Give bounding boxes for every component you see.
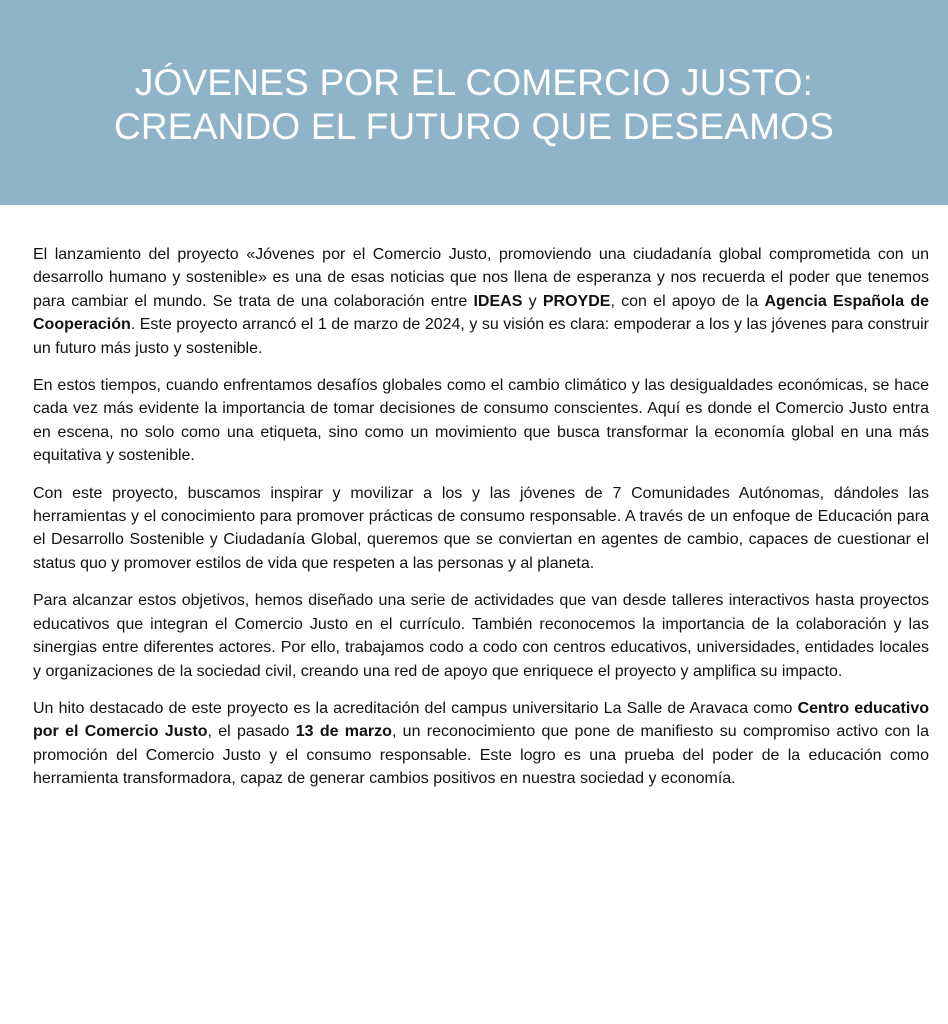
- centro-educativo-label: Centro educativo por el Comercio Justo: [33, 699, 929, 741]
- org-agencia: Agencia Española de Cooperación: [33, 292, 930, 334]
- page-title-line-1: JÓVENES POR EL COMERCIO JUSTO:: [134, 61, 814, 103]
- paragraph-text: . Este proyecto arrancó el 1 de marzo de 2024, y su visión es clara: empoderar a los y las jóvenes para construir un futuro más justo y sostenible.: [33, 316, 929, 357]
- paragraph-text: , el pasado: [207, 723, 296, 741]
- page-title: [114, 57, 834, 149]
- paragraph-text: y: [522, 292, 543, 310]
- paragraph-text: , un reconocimiento que pone de manifiesto su compromiso activo con la promoción del Comercio Justo y el consumo responsable. Este logro es una prueba del poder de la educación como herramienta transformadora, capaz de generar cambios positivos en nuestra sociedad y economía.: [33, 723, 929, 788]
- date-highlight: 13 de marzo: [295, 723, 392, 741]
- org-proyde: PROYDE: [542, 292, 611, 310]
- page-title-line-2: CREANDO EL FUTURO QUE DESEAMOS: [113, 105, 835, 147]
- paragraph-activities: Para alcanzar estos objetivos, hemos diseñado una serie de actividades que van desde talleres interactivos hasta proyectos educativos que integran el Comercio Justo en el currículo. También reconocemos la importancia de la colaboración y las sinergias entre diferentes actores. Por ello, trabajamos codo a codo con centros educativos, universidades, entidades locales y organizaciones de la sociedad civil, creando una red de apoyo que enriquece el proyecto y amplifica su impacto.: [33, 592, 929, 680]
- org-ideas: IDEAS: [473, 292, 523, 310]
- paragraph-goals: Con este proyecto, buscamos inspirar y movilizar a los y las jóvenes de 7 Comunidades Autónomas, dándoles las herramientas y el conocimiento para promover prácticas de consumo responsable. A través de un enfoque de Educación para el Desarrollo Sostenible y Ciudadanía Global, queremos que se conviertan en agentes de cambio, capaces de cuestionar el status quo y promover estilos de vida que respeten a las personas y al planeta.: [33, 484, 929, 572]
- paragraph-milestone: [33, 697, 929, 791]
- paragraph-text: Un hito destacado de este proyecto es la acreditación del campus universitario La Salle de Aravaca como: [33, 699, 798, 717]
- article-body: [0, 205, 948, 791]
- paragraph-text: , con el apoyo de la: [610, 292, 765, 310]
- header-banner: [0, 0, 948, 205]
- paragraph-intro: [33, 243, 929, 360]
- paragraph-text: El lanzamiento del proyecto «Jóvenes por el Comercio Justo, promoviendo una ciudadanía global comprometida con un desarrollo humano y sostenible» es una de esas noticias que nos llena de esperanza y nos recuerda el poder que tenemos para cambiar el mundo. Se trata de una colaboración entre: [33, 246, 929, 310]
- paragraph-context: En estos tiempos, cuando enfrentamos desafíos globales como el cambio climático y las desigualdades económicas, se hace cada vez más evidente la importancia de tomar decisiones de consumo conscientes. Aquí es donde el Comercio Justo entra en escena, no solo como una etiqueta, sino como un movimiento que busca transformar la economía global en una más equitativa y sostenible.: [33, 377, 929, 465]
